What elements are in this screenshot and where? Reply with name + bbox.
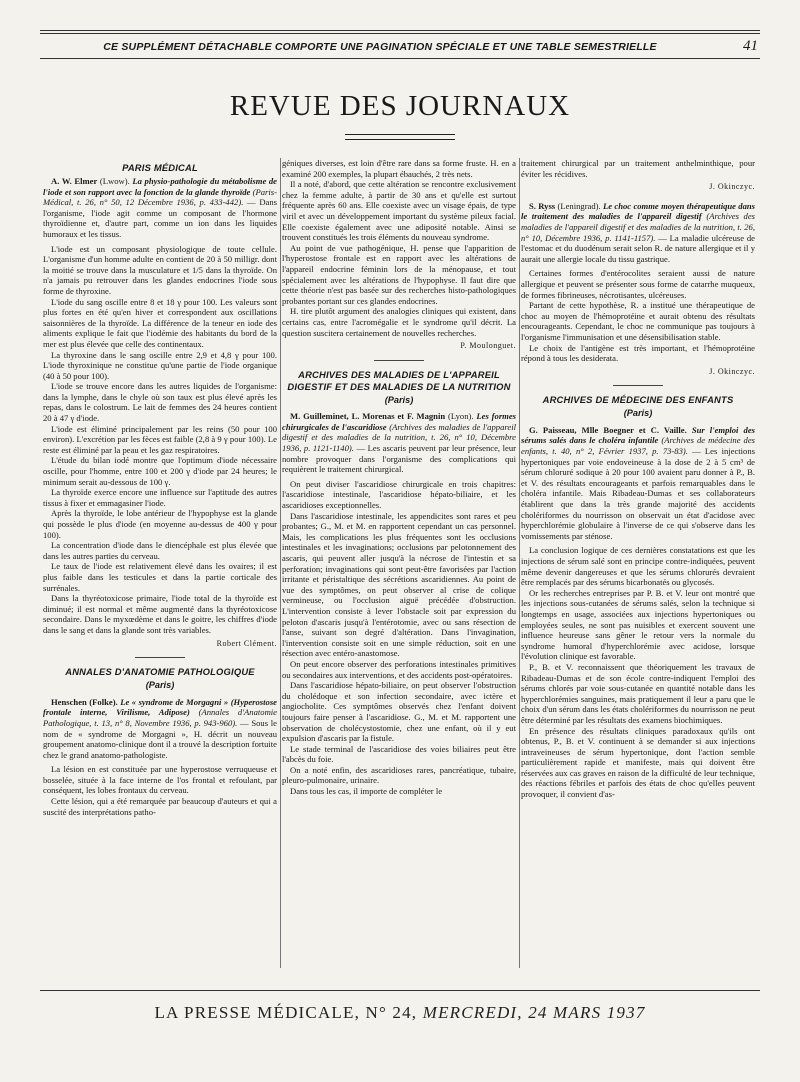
page-number: 41 — [743, 38, 758, 54]
paragraph: L'iode du sang oscille entre 8 et 18 γ pour 100. Les valeurs sont plus fortes en été qu'en hiver et correspondent aux oscillations saisonnières de la thyroïde. La différence de la teneur en iode des aliments explique le fait que l'iodémie des habitants du bord de la mer est plus élevée que celle des continentaux. — [43, 296, 277, 349]
paragraph: L'iode est éliminé principalement par les reins (50 pour 100 environ). L'excrétion par les fèces est faible (2,8 à 9 γ pour 100). Le reste est éliminé par la peau et les gaz respiratoires. — [43, 423, 277, 455]
article-lead — [282, 411, 516, 475]
title-underline-second — [345, 139, 455, 140]
article-author: A. W. Elmer — [51, 176, 98, 186]
article-title: Sur l'emploi des sérums salés dans le choléra infantile — [521, 424, 755, 446]
article-title: Le « syndrome de Morgagni » (Hyperostose frontale interne, Virilisme, Adipose) — [43, 696, 277, 718]
article-title: Le choc comme moyen thérapeutique dans le traitement des maladies de l'appareil digestif — [521, 200, 755, 222]
column-middle — [282, 158, 516, 968]
article-author: M. Guilleminet, L. Morenas et F. Magnin — [290, 411, 446, 422]
paragraph: Dans l'ascaridiose hépato-biliaire, on peut observer l'obstruction du cholédoque et son infection secondaire, avec ictère et angiocholite. Ces symptômes observés chez l'enfant doivent toujours faire penser à l'ascaridiose. G., M. et M. rapportent une observation de cholécystostomie, chez une enfant, où il y eut expulsion d'ascaris par la fistule. — [282, 680, 516, 744]
column-divider — [280, 158, 281, 968]
paragraph: Dans l'ascaridiose intestinale, les appendicites sont rares et peu probantes; G., M. et M. en rapportent cependant un cas personnel. Mais, les complications les plus fréquentes sont les occlusions intestinales et les invaginations; occlusions par pelotonnement des ascaris, qui peuvent aller jusqu'à la nécrose de l'intestin et sa perforation; invaginations qui sont peut-être favorisées par l'action irritante et péristaltique des sécrétions ascaridiennes. Au point de vue des symptômes, on peut observer al crise de colique vermineuse, ou l'occlusion aiguë précédée d'obstruction. L'intervention consiste à lever l'obstacle soit par expression du peloton d'ascaris jusqu'à l'entérotomie, avec ou sans résection de l'anse, suivant son degré d'altération. Dans l'invagination, l'intervention consiste soit en une simple réduction, soit en une résection avec entéro-anastomose. — [282, 510, 516, 659]
article-author: S. Ryss — [529, 200, 556, 211]
paragraph: On a noté enfin, des ascaridioses rares, pancréatique, tubaire, pleuro-pulmonaire, urinaire. — [282, 764, 516, 786]
article-source: (Paris-Médical, t. 26, n° 50, 12 Décembre 1936, p. 433-442). — [43, 186, 277, 208]
page-title: REVUE DES JOURNAUX — [229, 90, 571, 122]
article-affiliation: (Leningrad). — [555, 200, 604, 211]
article-author: G. Paisseau, Mlle Boegner et C. Vaille. — [529, 424, 687, 435]
paragraph: Partant de cette hypothèse, R. a institué une thérapeutique de choc au moyen de l'hémoprotéine et aurait obtenu des résultats encourageants. Cependant, le choc ne communique pas toujours à l'organisme l'immunisation et une désensibilisation stable. — [521, 300, 755, 342]
article-source: (Annales d'Anatomie Pathologique, t. 13, n° 8, Novembre 1936, p. 943-960). — [43, 707, 277, 728]
article-body: — Les injections hypertoniques par voie endoveineuse à la dose de 2 à 5 cm³ de sérum chloruré sodique à 20 pour 100 avaient paru donner à P., B. et V. des résultats encourageants et parfois remarquables dans le choléra infantile. Mais Ribadeau-Dumas et ses collaborateurs établirent que dans la très grande majorité des accidents cholériformes du nourrisson on observait un état d'acidose avec hyperchlorémie globulaire à l'inverse de ce qui s'observe dans les vomissements par sténose. — [521, 446, 755, 541]
column-right — [521, 158, 755, 968]
article-lead — [43, 176, 277, 240]
paragraph: La thyroïde exerce encore une influence sur l'aptitude des autres tissus à fixer et emmagasiner l'iode. — [43, 487, 277, 508]
page-footer — [0, 1003, 800, 1023]
article-lead — [521, 425, 755, 542]
paragraph: On peut encore observer des perforations intestinales primitives ou secondaires aux interventions, et des accidents post-opératoires. — [282, 658, 516, 680]
paragraph: Or les recherches entreprises par P. B. et V. leur ont montré que les injections sous-cutanées de sérums salés, selon la technique si longtemps en usage, associées aux injections hypertoniques ou employées seules, ne sont pas nuisibles et exercent souvent une influence heureuse sans gêner le retour vers la normale du syndrome humoral d'hyperchlorémie avec acidose, lorsque l'évolution clinique est favorable. — [521, 587, 755, 662]
section-heading: ARCHIVES DES MALADIES DE L'APPAREIL DIGESTIF ET DES MALADIES DE LA NUTRITION — [287, 368, 511, 392]
article-body: — Sous le nom de « syndrome de Morgagni », H. décrit un nouveau groupement anatomo-clinique dont il a trouvé la description fortuite chez le grand anatomo-pathologiste. — [43, 717, 277, 760]
article-title: Les formes chirurgicales de l'ascaridiose — [282, 411, 516, 432]
header-rule-top-inner — [40, 33, 760, 34]
section-city: (Paris) — [623, 408, 653, 419]
article-body: — Les ascaris peuvent par leur présence, leur nombre provoquer dans l'organisme des complications qui requièrent le traitement chirurgical. — [282, 443, 516, 475]
paragraph: On peut diviser l'ascaridiose chirurgicale en trois chapitres: l'ascaridiose intestinale, l'ascaridiose hépato-biliaire, et les ascaridioses exceptionnelles. — [282, 478, 516, 511]
author-signature: Robert Clément. — [216, 638, 277, 648]
article-source: (Archives des maladies de l'appareil digestif et des maladies de la nutrition, t. 26, n° 10, Décembre 1936, p. 1141-1157). — [521, 211, 755, 243]
paragraph: Dans tous les cas, il importe de compléter le — [290, 786, 443, 797]
paragraph: En présence des résultats cliniques paradoxaux qu'ils ont obtenus, P., B. et V. continuent à se demander si aux injections intraveineuses de sérum hypertonique, dont l'action semble particulièrement rapide et manifeste, mais qui doivent être réservées aux cas graves en raison de la difficulté de leur technique, des réactions fébriles et parfois des états de choc qu'elles peuvent provoquer, il convient d'as- — [521, 725, 755, 800]
article-source: (Archives des maladies de l'appareil digestif et des maladies de la nutrition, t. 26, n° 10, Décembre 1936, p. 1121-1140). — [282, 421, 516, 454]
section-divider — [613, 385, 663, 386]
paragraph: H. tire plutôt argument des analogies cliniques qui existent, dans certains cas, entre l'acromégalie et le syndrome qu'il décrit. La question suscitera certainement de nouvelles recherches. — [282, 306, 516, 338]
section-heading: ARCHIVES DE MÉDECINE DES ENFANTS — [542, 394, 734, 406]
paragraph: La conclusion logique de ces dernières constatations est que les injections de sérum salé sont en principe contre-indiquées, peuvent même devenir dangereuses et que les sérums chlorurés devraient être remplacés par des sérums bicarbonatés ou glycosés. — [521, 545, 755, 588]
footer-rule — [40, 990, 760, 991]
paragraph: L'étude du bilan iodé montre que l'optimum d'iode nécessaire oscille, pour l'homme, entre 100 et 200 γ d'iode par 24 heures; le minimum serait au-dessous de 100 γ. — [43, 455, 277, 487]
title-underline — [345, 134, 455, 135]
section-divider — [135, 657, 185, 658]
column-divider — [519, 158, 520, 968]
header-rule-bottom — [40, 58, 760, 59]
paragraph: L'iode se trouve encore dans les autres liquides de l'organisme: dans la lymphe, dans le chyle où son taux est plus élevé après les repas, dans le colostrum. Le lait de femmes des 24 heures contient 20 à 47 γ d'iode. — [43, 381, 277, 424]
section-heading: PARIS MÉDICAL — [122, 162, 198, 173]
paragraph: Cette lésion, qui a été remarquée par beaucoup d'auteurs et qui a suscité des interprétations patho- — [43, 796, 277, 817]
section-heading: ANNALES D'ANATOMIE PATHOLOGIQUE — [65, 666, 255, 678]
paragraph: Au point de vue pathogénique, H. pense que l'apparition de l'hyperostose frontale est en rapport avec les altérations de l'appareil endocrine féminin lors de la ménopause, et tout spécialement avec les altérations de l'hypophyse. Il faut dire que cette théorie n'est pas basée sur des recherches histo-pathologiques probantes portant sur ces glandes endocrines. — [282, 242, 516, 306]
paragraph: Le choix de l'antigène est très important, et l'hémoprotéine répond à tous les desiderata. — [521, 342, 755, 364]
footer-journal: LA PRESSE MÉDICALE, N° 24, — [154, 1003, 418, 1022]
paragraph: Le stade terminal de l'ascaridiose des voies biliaires peut être l'abcès du foie. — [282, 743, 516, 765]
footer-date: MERCREDI, 24 MARS 1937 — [422, 1003, 646, 1022]
paragraph: La concentration d'iode dans le diencéphale est plus élevée que dans les autres parties du cerveau. — [43, 540, 277, 561]
article-lead — [521, 201, 755, 265]
section-divider — [374, 360, 424, 361]
paragraph: géniques diverses, est loin d'être rare dans sa forme fruste. H. en a examiné 200 exemples, la plupart ébauchés, 2 très nets. — [282, 158, 516, 179]
paragraph: Dans la thyréotoxicose primaire, l'iode total de la thyroïde est diminué; il est normal et même augmenté dans la thyréotoxicose secondaire. Dans le myxœdème et dans le goitre, les chiffres d'iode dans le sang et dans la glande sont très variables. — [43, 593, 277, 635]
paragraph: Certaines formes d'entérocolites seraient aussi de nature allergique et peuvent se présenter sous forme de catarrhe muqueux, de formes fibrineuses, nécrotisantes, ulcéreuses. — [521, 268, 755, 300]
section-city: (Paris) — [145, 680, 175, 691]
author-signature: P. Moulonguet. — [460, 341, 516, 351]
article-affiliation: (Lwow). — [97, 176, 133, 186]
paragraph: Le taux de l'iode est relativement élevé dans les ovaires; il est plus faible dans les testicules et dans la partie corticale des surrénales. — [43, 561, 277, 593]
author-signature: J. Okinczyc. — [709, 182, 755, 192]
paragraph: L'iode est un composant physiologique de toute cellule. L'organisme d'un homme adulte en contient de 20 à 50 milligr. dont la moitié se trouve dans la musculature et 1/5 dans la thyroïde. On n'a jamais pu retrouver dans les glandes endocrines l'iode sous forme de thyroxine. — [43, 243, 277, 296]
article-title: La physio-pathologie du métabolisme de l'iode et son rapport avec la fonction de la glande thyroïde — [43, 176, 277, 197]
column-left — [43, 158, 277, 968]
paragraph: Après la thyroïde, le lobe antérieur de l'hypophyse est la glande qui possède le plus d'iode (en moyenne au-dessus de 400 γ pour 100). — [43, 508, 277, 540]
article-source: (Archives de médecine des enfants, t. 40, n° 2, Février 1937, p. 73-83). — [521, 435, 755, 457]
paragraph: Il a noté, d'abord, que cette altération se rencontre exclusivement chez la femme adulte, à partir de 30 ans et qu'elle est surtout fréquente après 60 ans. Elle coexiste avec un visage épais, de type viril et avec un développement important du système pileux facial. Elle coexiste également avec une adiposité notable. Ainsi se trouvent constitués les trois éléments du nouveau syndrome. — [282, 179, 516, 243]
article-body: — La maladie ulcéreuse de l'estomac et du duodénum serait selon R. de nature allergique et il y aurait une allergie locale du tissu gastrique. — [521, 232, 755, 264]
section-city: (Paris) — [384, 394, 414, 405]
header-rule-top — [40, 30, 760, 31]
paragraph: La thyroxine dans le sang oscille entre 2,9 et 4,8 γ pour 100. L'iode thyroxinique ne constitue qu'une partie de l'iode organique (40 à 50 pour 100). — [43, 349, 277, 381]
paragraph: traitement chirurgical par un traitement anthelminthique, pour éviter les récidives. — [521, 158, 755, 179]
paragraph: La lésion en est constituée par une hyperostose verruqueuse et bosselée, située à la face interne de l'os frontal et refoulant, par conséquent, les lobes frontaux du cerveau. — [43, 764, 277, 796]
article-affiliation: (Lyon). — [445, 411, 477, 422]
article-author: Henschen (Folke). — [51, 696, 118, 707]
running-header: CE SUPPLÉMENT DÉTACHABLE COMPORTE UNE PAGINATION SPÉCIALE ET UNE TABLE SEMESTRIELLE — [103, 41, 657, 53]
article-body: — Dans l'organisme, l'iode agit comme un composant de l'hormone thyroïdienne et, d'autre part, comme un ion dans les liquides humoraux et les tissus. — [43, 197, 277, 239]
article-lead — [43, 697, 277, 761]
paragraph: P., B. et V. reconnaissent que théoriquement les travaux de Ribadeau-Dumas et de son école contre-indiquent l'emploi des sérums chlorés par voie sous-cutanée en quantité notable dans les hyperchlorémies sanguines, mais pratiquement il leur a paru que le choix d'un sérum dans les états cholériformes du nourrisson ne peut être déterminé par les résultats des examens biochimiques. — [521, 661, 755, 725]
author-signature: J. Okinczyc. — [709, 366, 755, 376]
